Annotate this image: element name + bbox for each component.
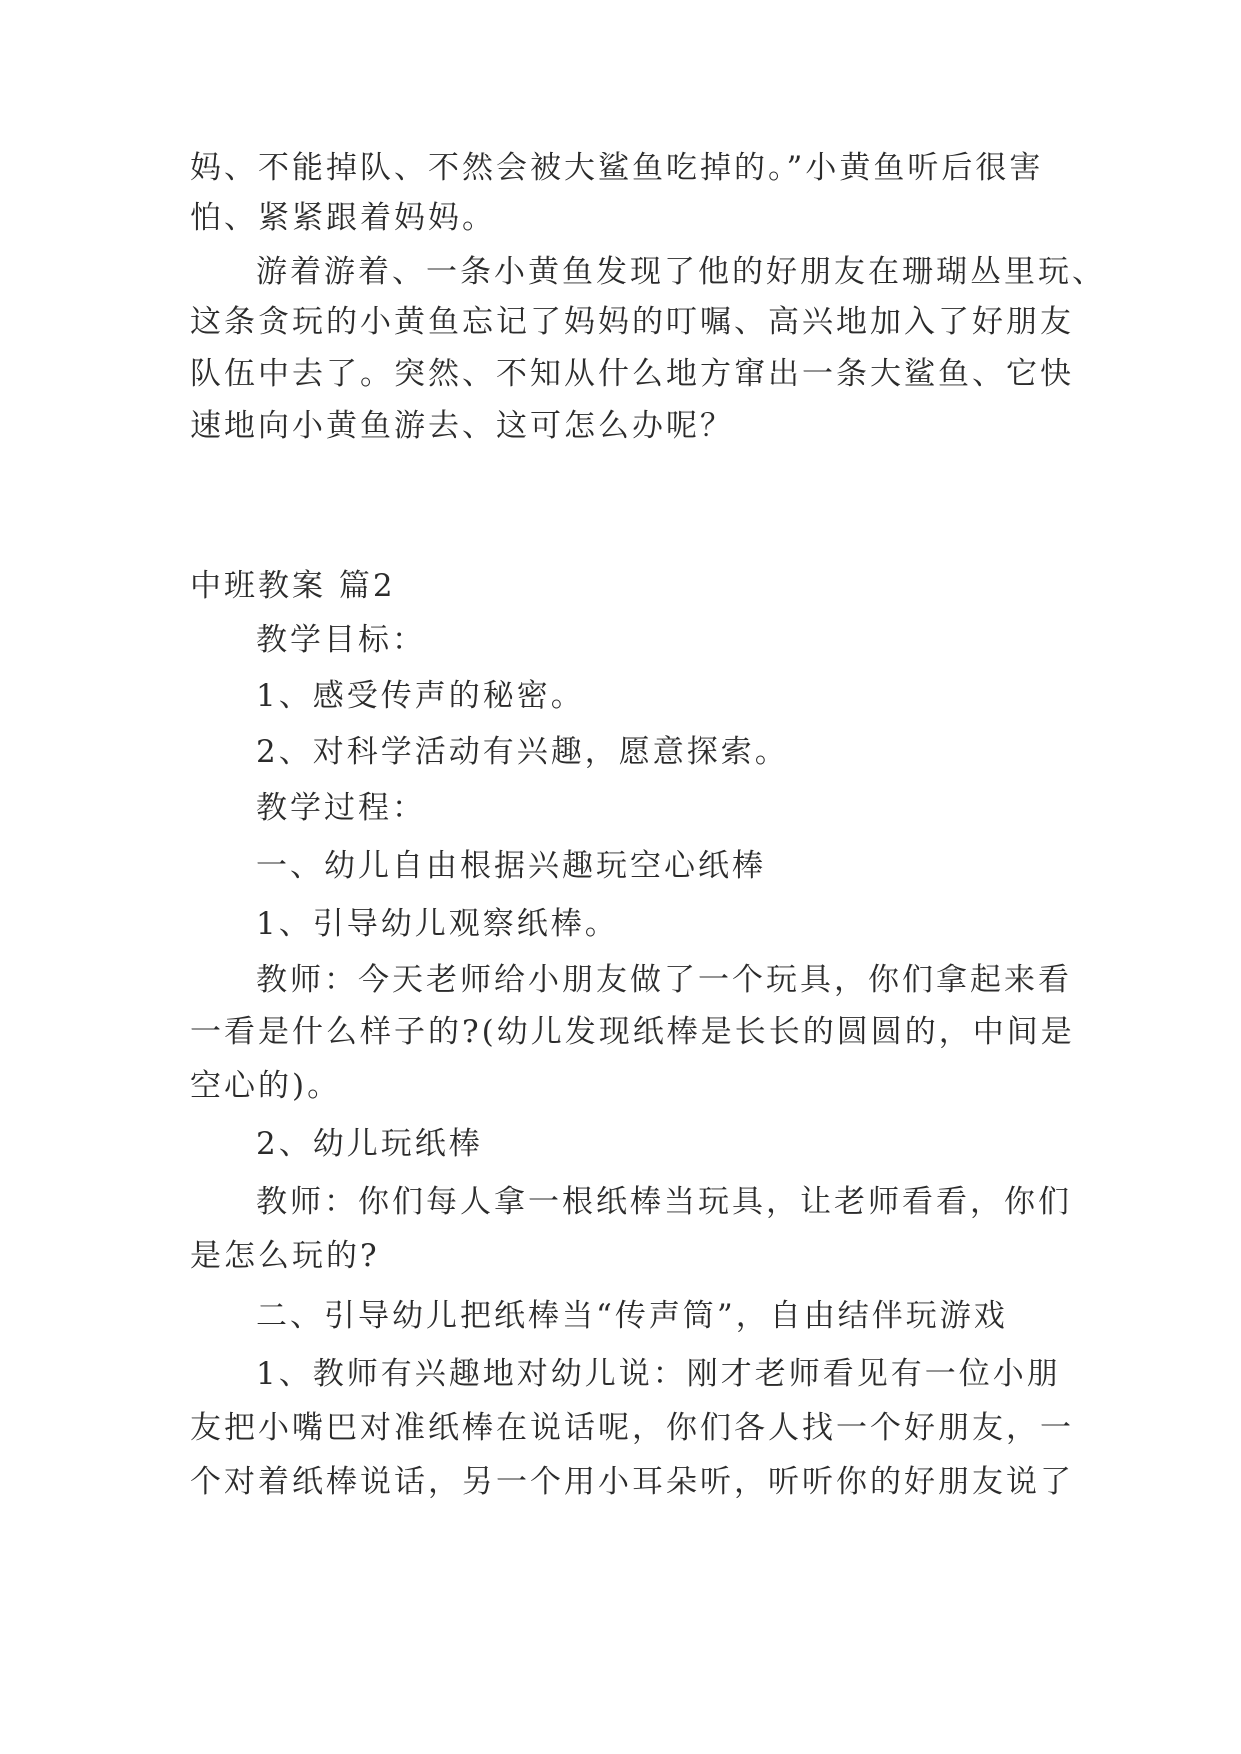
step-2-1-line-2: 友把小嘴巴对准纸棒在说话呢，你们各人找一个好朋友，一	[190, 1410, 1074, 1446]
story-paragraph-2-line-2: 这条贪玩的小黄鱼忘记了妈妈的叮嘱、高兴地加入了好朋友	[190, 304, 1074, 340]
goal-item-1: 1、感受传声的秘密。	[256, 678, 585, 714]
story-paragraph-2-line-4: 速地向小黄鱼游去、这可怎么办呢？	[190, 408, 734, 444]
step-2-1-line-1: 1、教师有兴趣地对幼儿说：刚才老师看见有一位小朋	[256, 1356, 1061, 1392]
step-1-1-teacher-line-3: 空心的)。	[190, 1068, 342, 1104]
goals-label: 教学目标：	[256, 622, 426, 658]
step-1-2-teacher-line-1: 教师：你们每人拿一根纸棒当玩具，让老师看看，你们	[256, 1184, 1072, 1220]
story-paragraph-2-line-3: 队伍中去了。突然、不知从什么地方窜出一条大鲨鱼、它快	[190, 356, 1074, 392]
section-title: 中班教案 篇2	[190, 568, 396, 604]
story-paragraph-2-line-1: 游着游着、一条小黄鱼发现了他的好朋友在珊瑚丛里玩、	[256, 254, 1106, 290]
step-1-1: 1、引导幼儿观察纸棒。	[256, 906, 619, 942]
process-label: 教学过程：	[256, 790, 426, 826]
step-1-title: 一、幼儿自由根据兴趣玩空心纸棒	[256, 848, 766, 884]
step-2-1-line-3: 个对着纸棒说话，另一个用小耳朵听，听听你的好朋友说了	[190, 1464, 1074, 1500]
goal-item-2: 2、对科学活动有兴趣，愿意探索。	[256, 734, 789, 770]
step-2-title: 二、引导幼儿把纸棒当“传声筒”，自由结伴玩游戏	[256, 1298, 1008, 1334]
step-1-1-teacher-line-2: 一看是什么样子的?(幼儿发现纸棒是长长的圆圆的，中间是	[190, 1014, 1075, 1050]
step-1-2: 2、幼儿玩纸棒	[256, 1126, 483, 1162]
step-1-1-teacher-line-1: 教师：今天老师给小朋友做了一个玩具，你们拿起来看	[256, 962, 1072, 998]
step-1-2-teacher-line-2: 是怎么玩的?	[190, 1238, 380, 1274]
story-paragraph-1-line-1: 妈、不能掉队、不然会被大鲨鱼吃掉的。”小黄鱼听后很害	[190, 150, 1044, 186]
story-paragraph-1-line-2: 怕、紧紧跟着妈妈。	[190, 200, 496, 236]
